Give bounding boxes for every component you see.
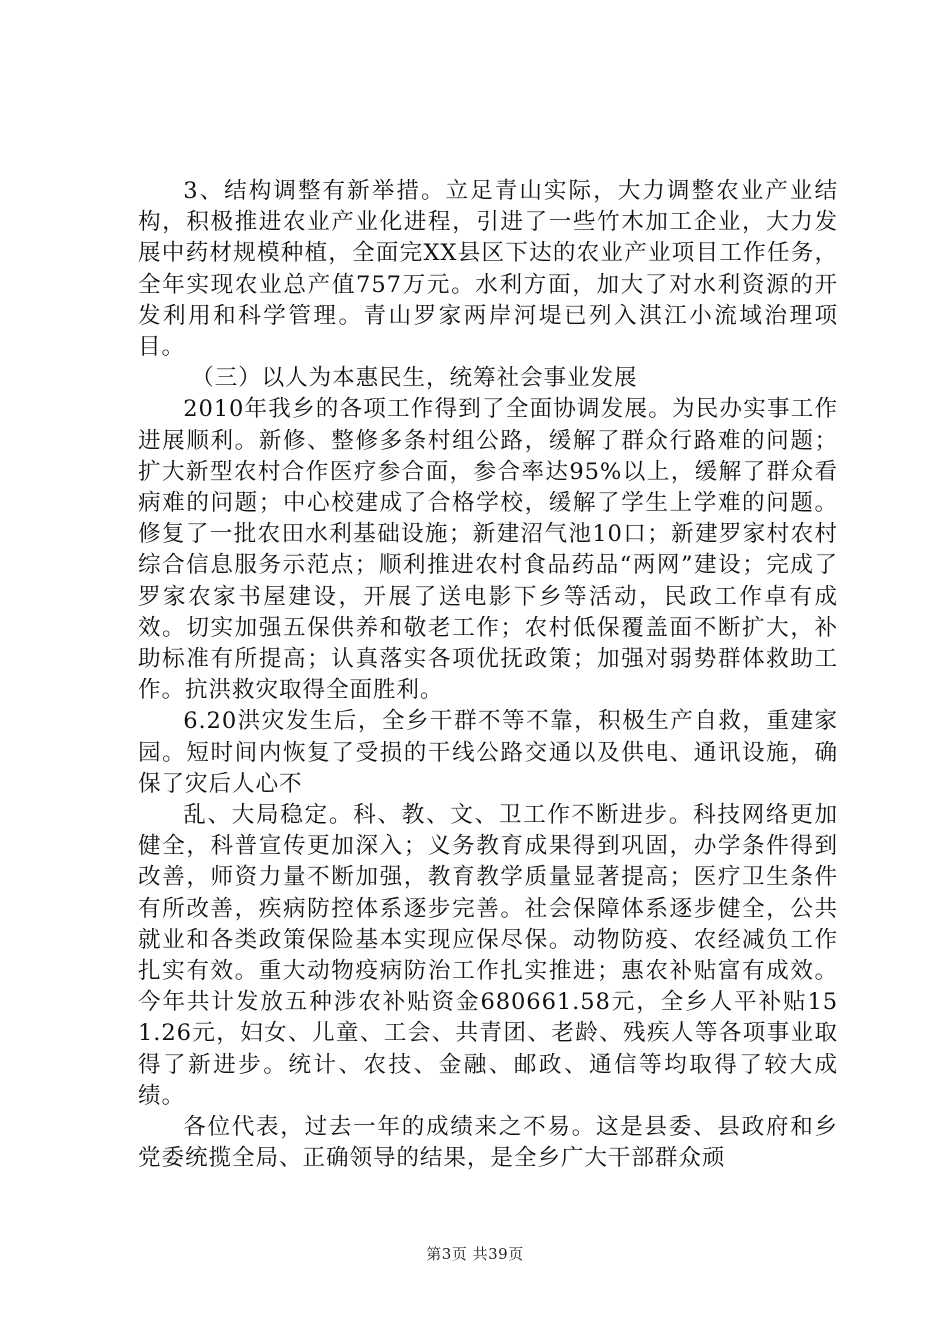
paragraph-flood-relief: 6.20洪灾发生后，全乡干群不等不靠，积极生产自救，重建家园。短时间内恢复了受损的干线公路交通以及供电、通讯设施，确保了灾后人心不 <box>138 708 838 797</box>
paragraph-representatives-address: 各位代表，过去一年的成绩来之不易。这是县委、县政府和乡党委统揽全局、正确领导的结果，是全乡广大干部群众顽 <box>138 1114 838 1172</box>
paragraph-social-progress: 乱、大局稳定。科、教、文、卫工作不断进步。科技网络更加健全，科普宣传更加深入；义务教育成果得到巩固，办学条件得到改善，师资力量不断加强，教育教学质量显著提高；医疗卫生条件有所改善，疾病防控体系逐步完善。社会保障体系逐步健全，公共就业和各类政策保险基本实现应保尽保。动物防疫、农经减负工作扎实有效。重大动物疫病防治工作扎实推进；惠农补贴富有成效。今年共计发放五种涉农补贴资金680661.58元，全乡人平补贴151.26元，妇女、儿童、工会、共青团、老龄、残疾人等各项事业取得了新进步。统计、农技、金融、邮政、通信等均取得了较大成绩。 <box>138 802 838 1109</box>
section-heading-social-development: （三）以人为本惠民生，统筹社会事业发展 <box>191 365 638 392</box>
paragraph-2010-work-summary: 2010年我乡的各项工作得到了全面协调发展。为民办实事工作进展顺利。新修、整修多条村组公路，缓解了群众行路难的问题；扩大新型农村合作医疗参合面，参合率达95%以上，缓解了群众看病难的问题；中心校建成了合格学校，缓解了学生上学难的问题。修复了一批农田水利基础设施；新建沼气池10口；新建罗家村农村综合信息服务示范点；顺利推进农村食品药品“两网”建设；完成了罗家农家书屋建设，开展了送电影下乡等活动，民政工作卓有成效。切实加强五保供养和敬老工作；农村低保覆盖面不断扩大，补助标准有所提高；认真落实各项优抚政策；加强对弱势群体救助工作。抗洪救灾取得全面胜利。 <box>138 396 838 704</box>
paragraph-structure-adjustment: 3、结构调整有新举措。立足青山实际，大力调整农业产业结构，积极推进农业产业化进程，引进了一些竹木加工企业，大力发展中药材规模种植，全面完XX县区下达的农业产业项目工作任务，全年实现农业总产值757万元。水利方面，加大了对水利资源的开发利用和科学管理。青山罗家两岸河堤已列入淇江小流域治理项目。 <box>138 178 838 361</box>
page-number-footer: 第3页 共39页 <box>426 1245 524 1263</box>
document-body <box>138 176 838 1175</box>
